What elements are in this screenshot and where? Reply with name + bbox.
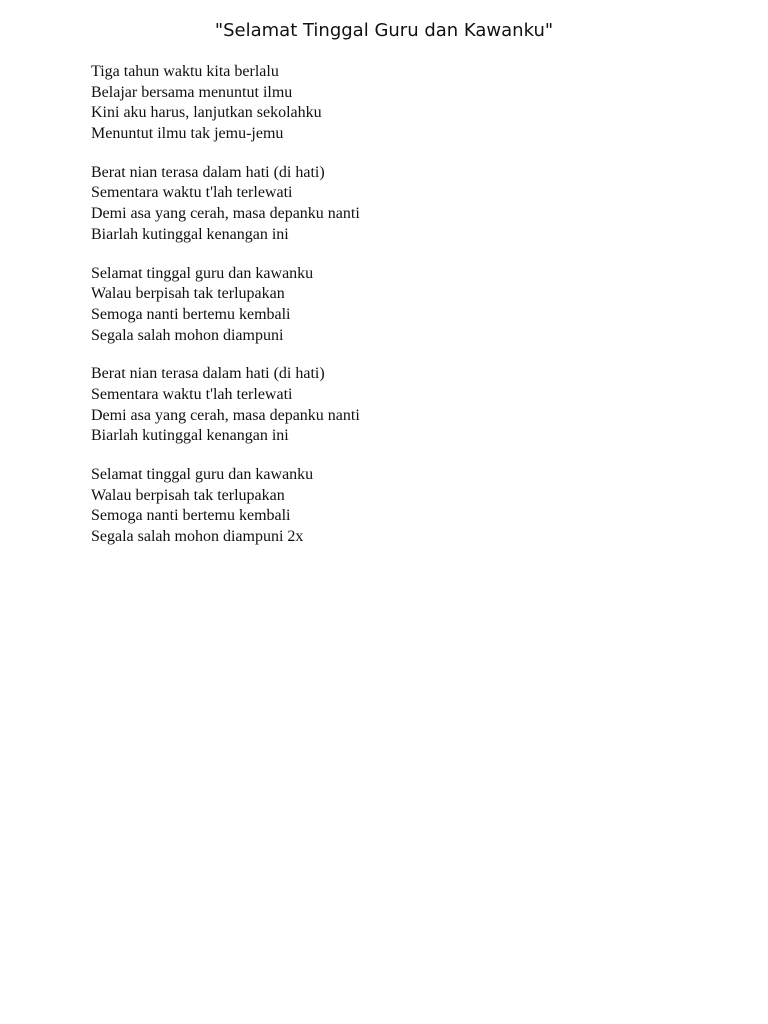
stanza-4: [91, 364, 691, 447]
lyric-line: Selamat tinggal guru dan kawanku: [91, 466, 314, 483]
stanza-3: [91, 264, 691, 347]
lyric-line: Sementara waktu t'lah terlewati: [91, 385, 293, 403]
stanza-1: [91, 62, 691, 145]
lyric-line: Demi asa yang cerah, masa depanku nanti: [91, 205, 360, 223]
lyric-line: Biarlah kutinggal kenangan ini: [91, 427, 289, 445]
stanza-2: [91, 163, 691, 246]
lyric-line: Segala salah mohon diampuni 2x: [91, 528, 304, 546]
lyric-line: Belajar bersama menuntut ilmu: [91, 83, 293, 101]
lyric-line: Demi asa yang cerah, masa depanku nanti: [91, 406, 360, 424]
stanza-5: [91, 465, 691, 548]
lyric-line: Walau berpisah tak terlupakan: [91, 285, 285, 303]
lyric-line: Walau berpisah tak terlupakan: [91, 486, 285, 504]
lyric-line: Berat nian terasa dalam hati (di hati): [91, 365, 325, 383]
lyric-line: Segala salah mohon diampuni: [91, 326, 284, 344]
lyric-line: Tiga tahun waktu kita berlalu: [91, 63, 279, 80]
lyric-line: Semoga nanti bertemu kembali: [91, 507, 291, 525]
lyric-line: Kini aku harus, lanjutkan sekolahku: [91, 104, 322, 122]
lyric-line: Semoga nanti bertemu kembali: [91, 305, 291, 323]
lyric-line: Sementara waktu t'lah terlewati: [91, 184, 293, 202]
lyric-line: Berat nian terasa dalam hati (di hati): [91, 163, 325, 181]
page-title: "Selamat Tinggal Guru dan Kawanku": [214, 20, 554, 41]
lyrics-body: [91, 62, 691, 566]
lyric-line: Biarlah kutinggal kenangan ini: [91, 225, 289, 243]
lyric-line: Menuntut ilmu tak jemu-jemu: [91, 125, 284, 143]
lyric-line: Selamat tinggal guru dan kawanku: [91, 264, 314, 282]
